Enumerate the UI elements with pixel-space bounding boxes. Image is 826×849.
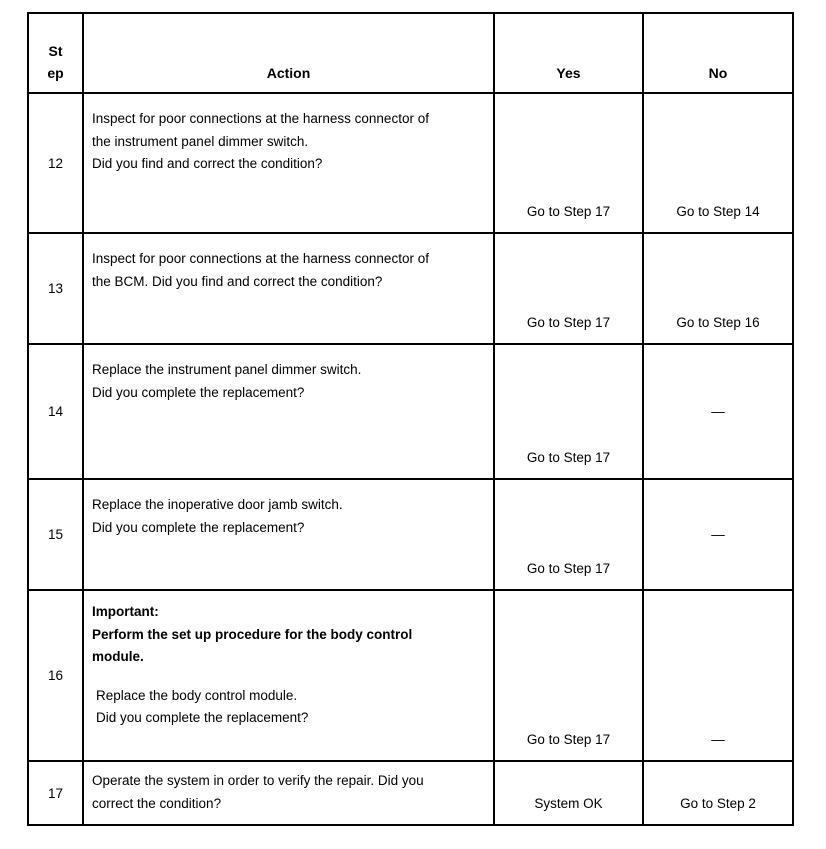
action-cell: [83, 479, 494, 590]
header-yes: Yes: [494, 13, 643, 93]
important-label: Important:: [92, 604, 159, 619]
yes-cell: [494, 233, 643, 344]
step-number: 15: [28, 479, 83, 590]
action-cell: [83, 344, 494, 479]
header-action: Action: [83, 13, 494, 93]
no-cell: [643, 344, 793, 479]
no-result: Go to Step 16: [676, 315, 760, 330]
table-row-step-15: [28, 479, 793, 590]
no-result: —: [711, 732, 725, 747]
yes-result: Go to Step 17: [526, 732, 611, 747]
step-number: 13: [28, 233, 83, 344]
no-result: —: [711, 526, 725, 542]
yes-result: Go to Step 17: [526, 450, 611, 465]
action-line: Replace the instrument panel dimmer switch.: [92, 362, 362, 377]
header-step: St ep: [28, 13, 83, 93]
action-line: Did you complete the replacement?: [96, 710, 309, 725]
action-line: Replace the body control module.: [96, 687, 298, 703]
no-cell: [643, 233, 793, 344]
table-row-step-13: [28, 233, 793, 344]
yes-result: Go to Step 17: [526, 315, 611, 330]
no-cell: [643, 761, 793, 825]
no-cell: [643, 590, 793, 761]
action-cell: [83, 590, 494, 761]
action-cell: [83, 233, 494, 344]
action-line: Inspect for poor connections at the harness connector of: [92, 251, 429, 266]
yes-cell: [494, 761, 643, 825]
yes-result: Go to Step 17: [526, 561, 611, 576]
table-row-step-12: [28, 93, 793, 233]
step-number: 17: [28, 761, 83, 825]
step-number: 12: [28, 93, 83, 233]
no-result: Go to Step 2: [680, 796, 756, 811]
yes-cell: [494, 93, 643, 233]
no-result: Go to Step 14: [676, 204, 760, 219]
header-row: [28, 13, 793, 93]
spacer: [92, 669, 483, 685]
action-line: correct the condition?: [92, 795, 222, 811]
no-result: —: [711, 403, 725, 419]
table-row-step-17: [28, 761, 793, 825]
yes-result: Go to Step 17: [526, 204, 611, 219]
action-line: Did you complete the replacement?: [92, 519, 305, 535]
header-no: No: [643, 13, 793, 93]
yes-result: System OK: [534, 796, 603, 811]
diagnostic-steps-table: [27, 12, 794, 826]
action-line: Replace the inoperative door jamb switch.: [92, 497, 343, 512]
step-number: 16: [28, 590, 83, 761]
action-line: the BCM. Did you find and correct the condition?: [92, 273, 383, 289]
table-row-step-16: [28, 590, 793, 761]
yes-cell: [494, 590, 643, 761]
action-cell: [83, 93, 494, 233]
action-line: Operate the system in order to verify the repair. Did you: [92, 773, 424, 788]
action-line: the instrument panel dimmer switch.: [92, 133, 309, 149]
action-cell: [83, 761, 494, 825]
action-line: Inspect for poor connections at the harness connector of: [92, 111, 429, 126]
no-cell: [643, 93, 793, 233]
table-row-step-14: [28, 344, 793, 479]
action-line: Did you find and correct the condition?: [92, 156, 323, 171]
action-line: Did you complete the replacement?: [92, 384, 305, 400]
important-text-line: module.: [92, 649, 144, 664]
step-number: 14: [28, 344, 83, 479]
no-cell: [643, 479, 793, 590]
yes-cell: [494, 479, 643, 590]
important-text-line: Perform the set up procedure for the body control: [92, 626, 413, 642]
yes-cell: [494, 344, 643, 479]
